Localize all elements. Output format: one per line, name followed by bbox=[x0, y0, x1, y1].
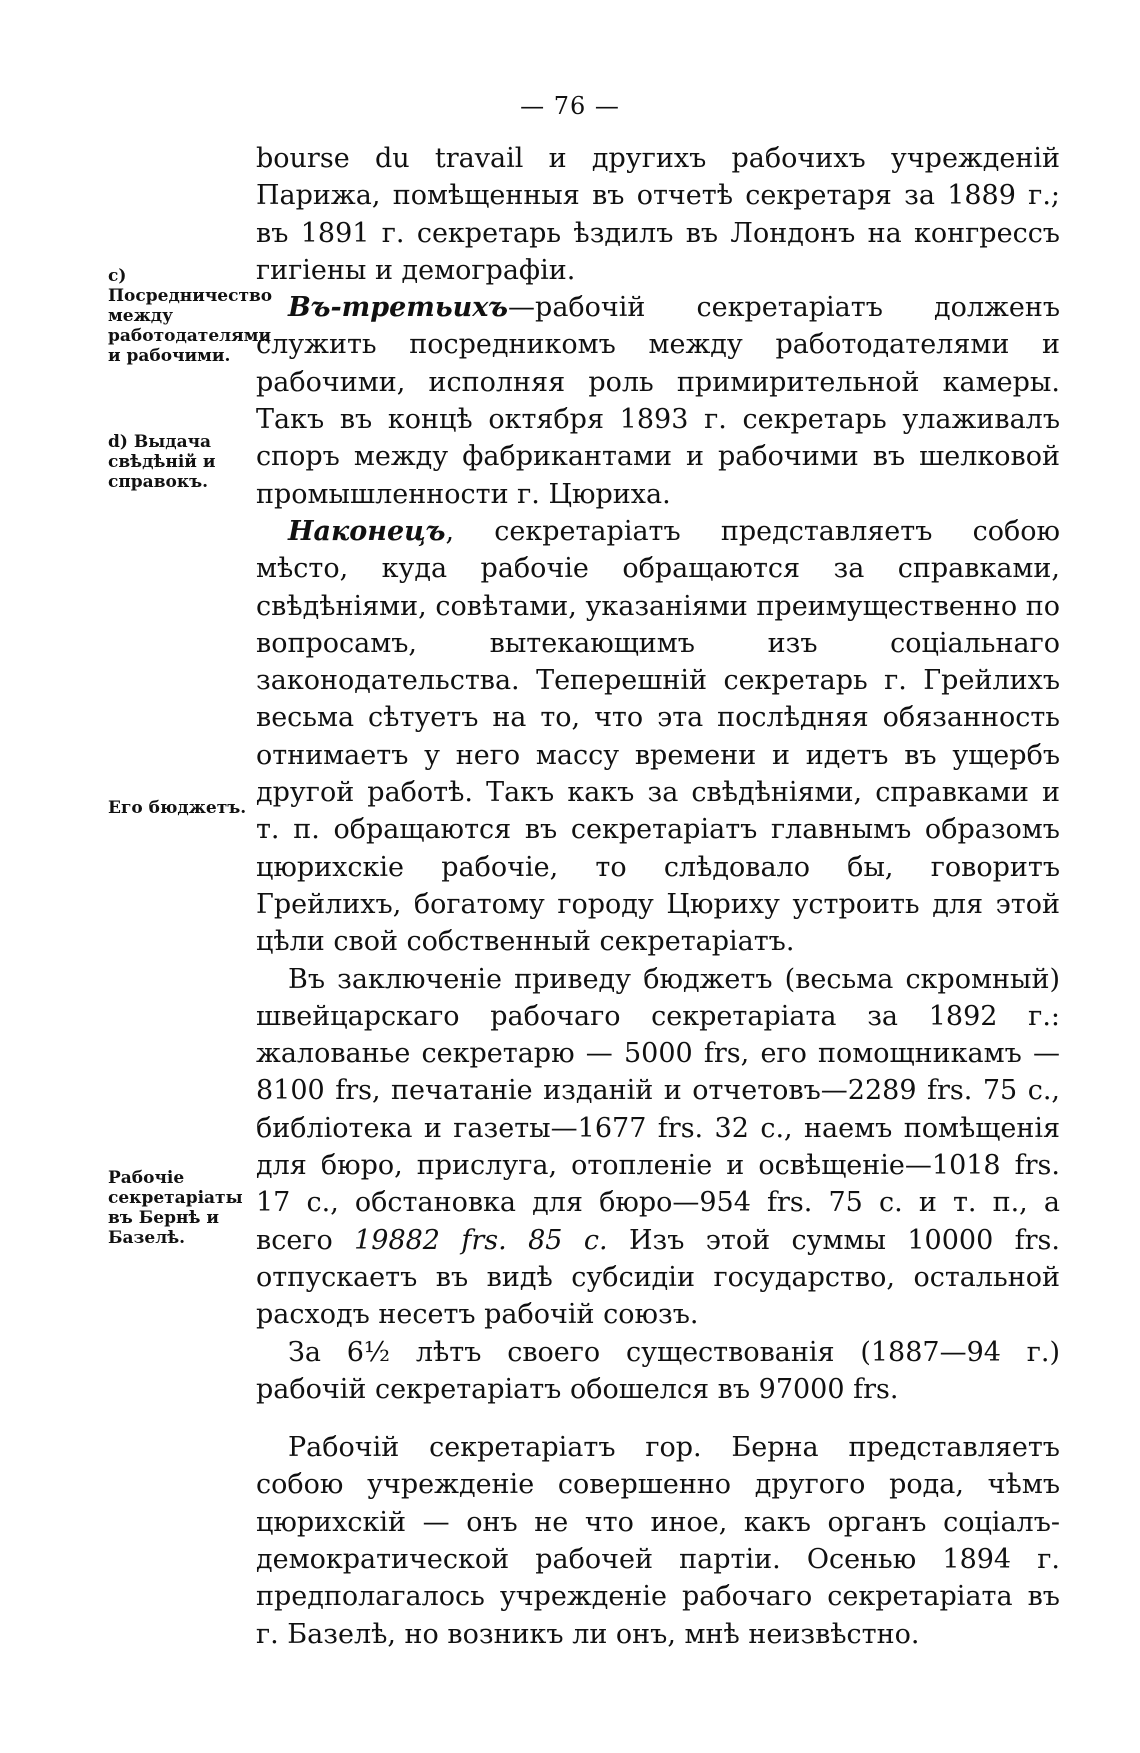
paragraph-budget-text-a: Въ заключеніе приведу бюджетъ (весьма скромный) швейцарскаго рабочаго секретаріата за 1892 г.: жалованье секретарю — 5000 frs, его помощникамъ — 8100 frs, печатаніе изданій и отчетовъ—2289 frs. 75 с., библіотека и газеты—1677 frs. 32 с., наемъ помѣщенія для бюро, прислуга, отопленіе и освѣщеніе—1018 frs. 17 с., обстановка для бюро—954 frs. 75 с. и т. п., а всего bbox=[256, 963, 1060, 1256]
paragraph-budget bbox=[256, 961, 1060, 1334]
paragraph-budget-text-b: Изъ этой суммы 10000 frs. отпускаетъ въ видѣ субсидіи государство, остальной расходъ несетъ рабочій союзъ. bbox=[256, 1224, 1060, 1331]
paragraph-mediation-text: —рабочій секретаріатъ долженъ служить посредникомъ между работодателями и рабочими, исполняя роль примирительной камеры. Такъ въ концѣ октября 1893 г. секретарь улаживалъ споръ между фабрикантами и рабочими въ шелковой промышленности г. Цюриха. bbox=[256, 292, 1060, 510]
paragraph-information bbox=[256, 513, 1060, 961]
paragraph-bern-basel: Рабочій секретаріатъ гор. Берна представляетъ собою учрежденіе совершенно другого рода, чѣмъ цюрихскій — онъ не что иное, какъ органъ соціалъ-демократической рабочей партіи. Осенью 1894 г. предполагалось учрежденіе рабочаго секретаріата въ г. Базелѣ, но возникъ ли онъ, мнѣ неизвѣстно. bbox=[256, 1432, 1060, 1650]
margin-note-budget: Его бюджетъ. bbox=[108, 798, 247, 818]
paragraph-mediation bbox=[256, 289, 1060, 513]
paragraph-information-lead: Наконецъ bbox=[288, 515, 446, 547]
margin-note-information: d) Выдача свѣдѣній и справокъ. bbox=[108, 432, 216, 492]
paragraph-bourse: bourse du travail и другихъ рабочихъ учрежденій Парижа, помѣщенныя въ отчетѣ секретаря за 1889 г.; въ 1891 г. секретарь ѣздилъ въ Лондонъ на конгрессъ гигіены и демографіи. bbox=[256, 143, 1060, 286]
budget-total: 19882 frs. 85 с. bbox=[354, 1224, 608, 1256]
main-text bbox=[256, 140, 1060, 1653]
paragraph-cost: За 6½ лѣтъ своего существованія (1887—94 г.) рабочій секретаріатъ обошелся въ 97000 frs. bbox=[256, 1336, 1060, 1405]
margin-note-mediation: c) Посредничество между работодателями и рабочими. bbox=[108, 266, 273, 366]
paragraph-information-text: , секретаріатъ представляетъ собою мѣсто, куда рабочіе обращаются за справками, свѣдѣніями, совѣтами, указаніями преимущественно по вопросамъ, вытекающимъ изъ соціальнаго законодательства. Теперешній секретарь г. Грейлихъ весьма сѣтуетъ на то, что эта послѣдняя обязанность отнимаетъ у него массу времени и идетъ въ ущербъ другой работѣ. Такъ какъ за свѣдѣніями, справками и т. п. обращаются въ секретаріатъ главнымъ образомъ цюрихскіе рабочіе, то слѣдовало бы, говоритъ Грейлихъ, богатому городу Цюриху устроить для этой цѣли свой собственный секретаріатъ. bbox=[256, 515, 1060, 958]
page-number: — 76 — bbox=[520, 92, 620, 120]
margin-note-bern-basel: Рабочіе секретаріаты въ Бернѣ и Базелѣ. bbox=[108, 1168, 243, 1248]
paragraph-mediation-lead: Въ-третьихъ bbox=[288, 292, 509, 324]
